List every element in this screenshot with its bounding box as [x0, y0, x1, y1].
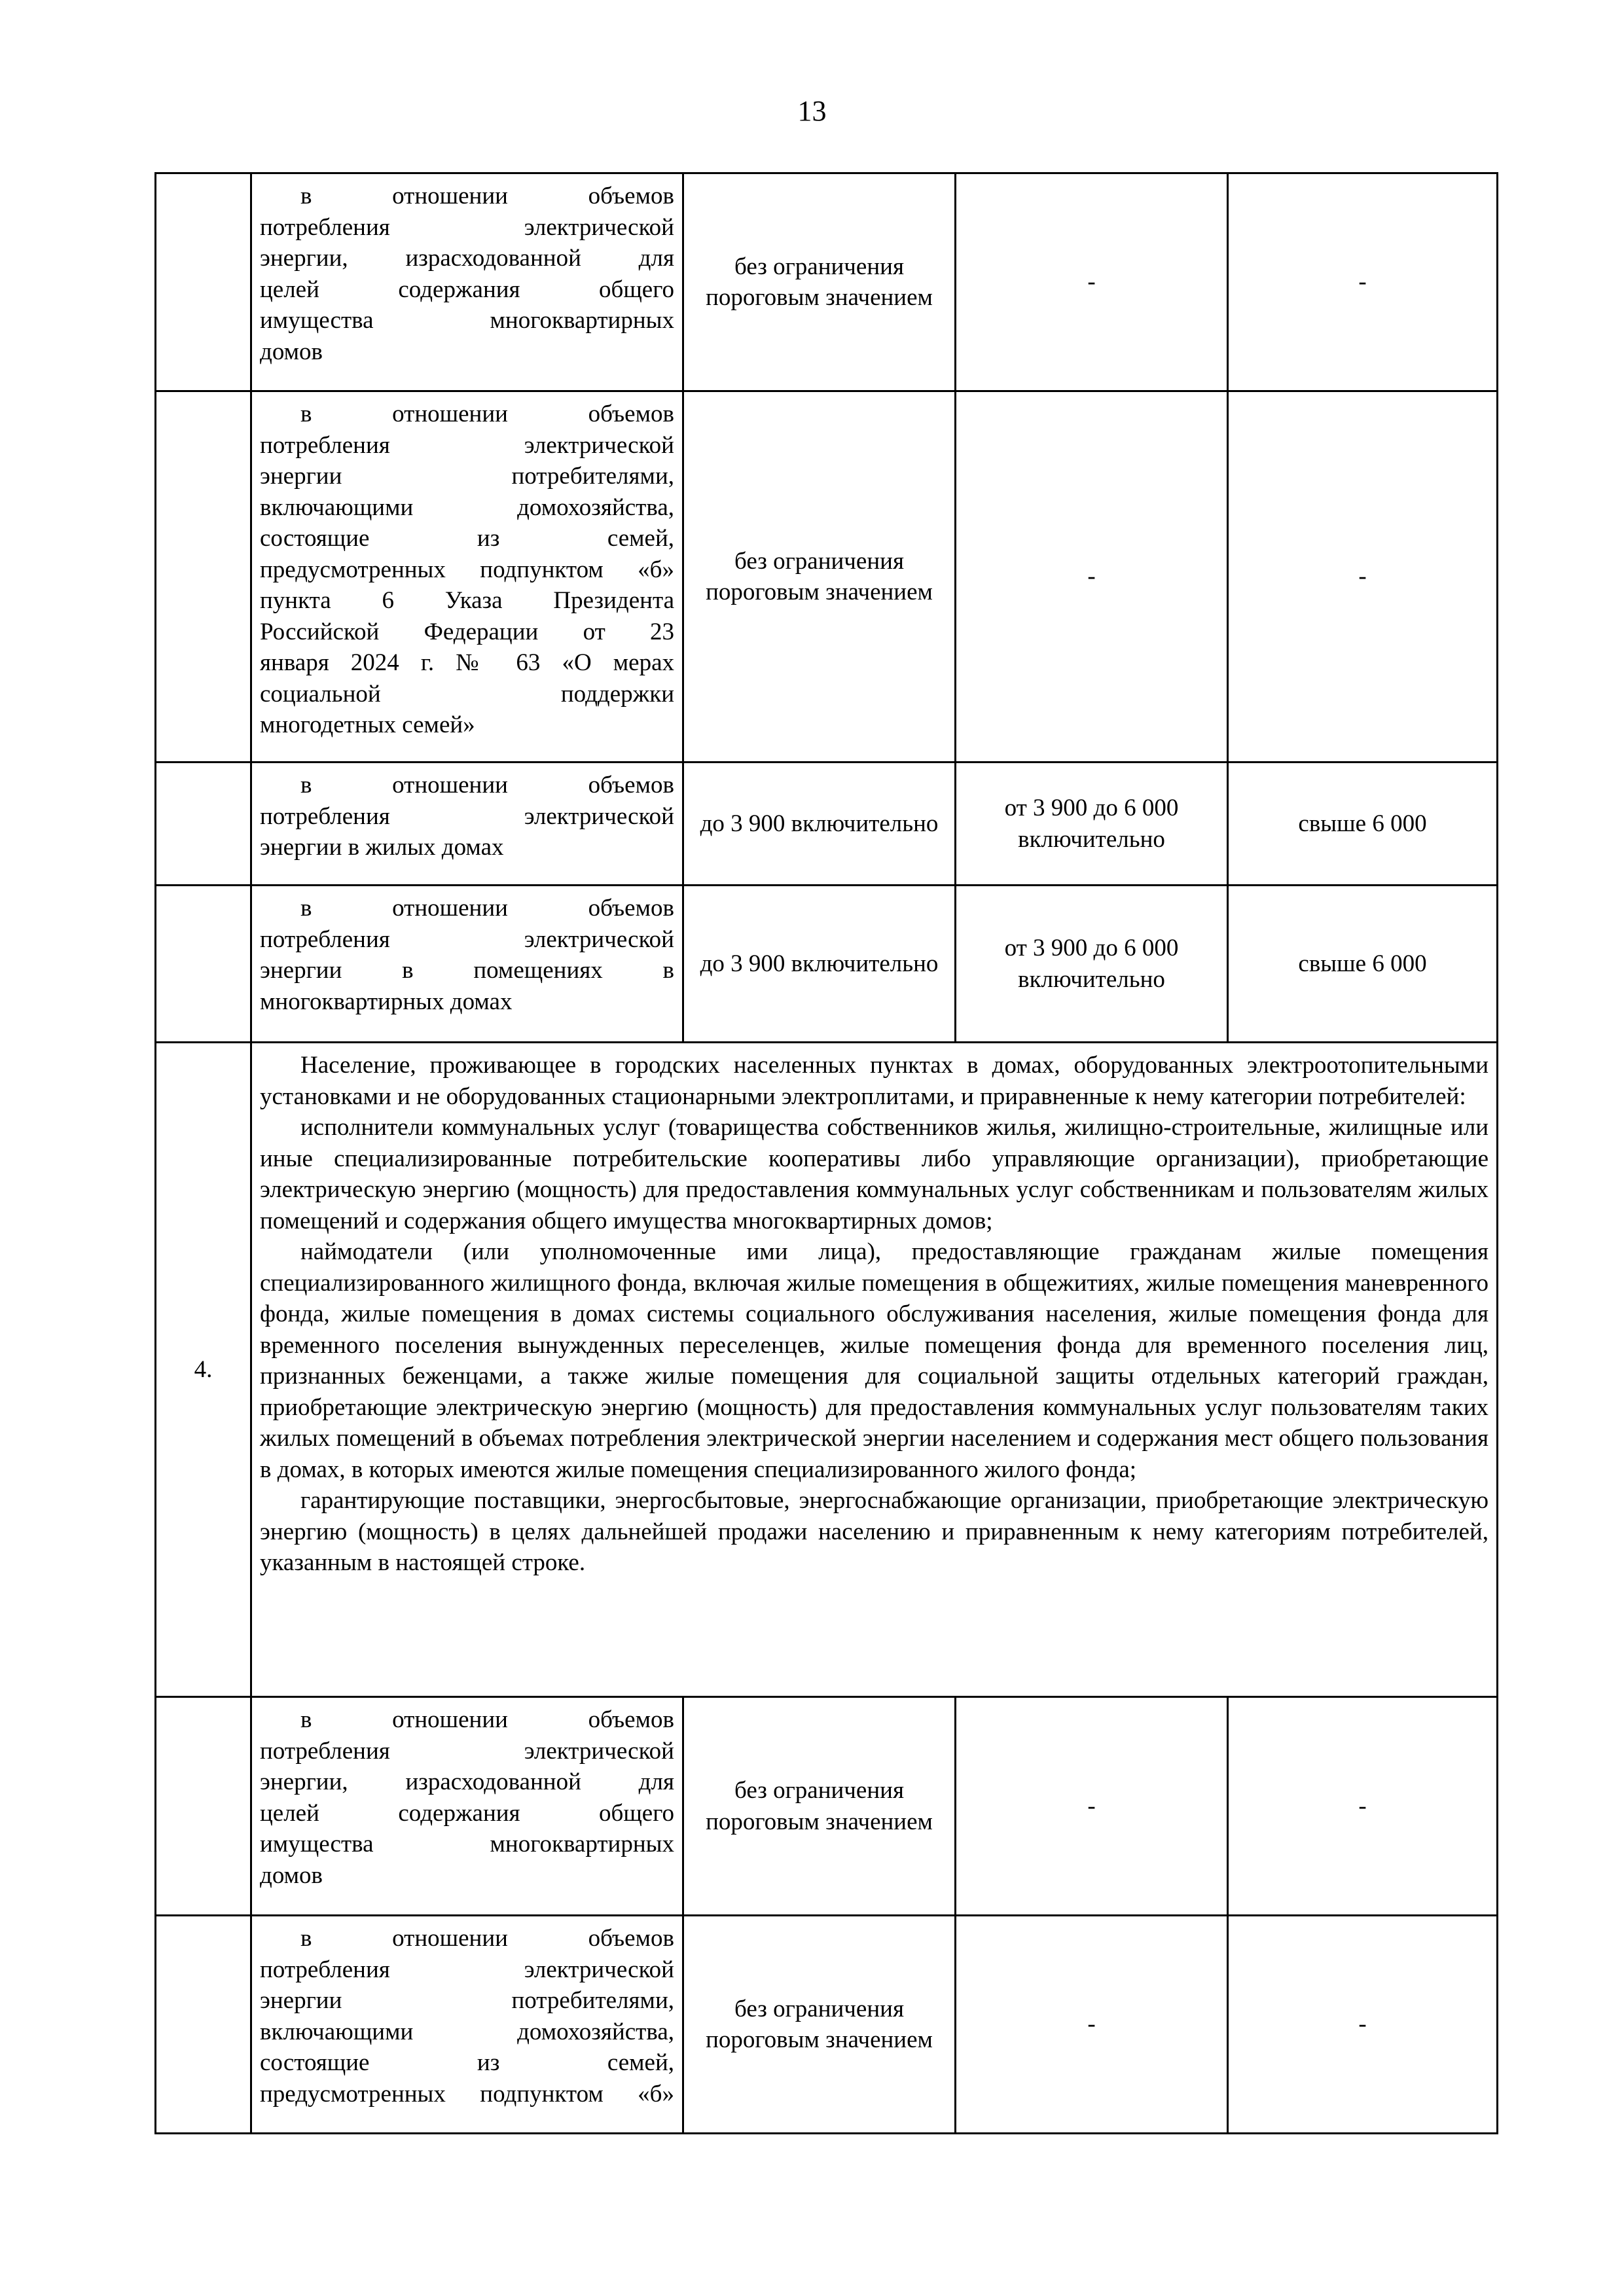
- category-paragraph: гарантирующие поставщики, энергосбытовые, энергоснабжающие организации, приобретающие электрическую энергию (мощность) в целях дальнейшей продажи населению и приравненным к нему категориям потребителей, указанным в настоящей строке.: [260, 1487, 1489, 1576]
- range-cell-2: -: [956, 173, 1228, 391]
- description-line: многодетных семей»: [260, 711, 475, 738]
- description-line: энергии потребителями,: [260, 463, 674, 490]
- category-paragraph: Население, проживающее в городских населенных пунктах в домах, оборудованных электроотопительными установками и не оборудованных стационарными электроплитами, и приравненные к нему категории потребителей:: [260, 1052, 1489, 1110]
- range-cell-3: -: [1228, 1916, 1498, 2134]
- range-cell-2: -: [956, 1916, 1228, 2134]
- description-line: в отношении объемов: [300, 401, 674, 427]
- description-line: энергии в помещениях в: [260, 957, 674, 984]
- description-line: включающими домохозяйства,: [260, 493, 674, 521]
- description-line: января 2024 г. № 63 «О мерах: [260, 649, 674, 676]
- description-cell: [251, 173, 683, 391]
- table-row: [156, 1916, 1498, 2134]
- range-cell-1: без ограничения пороговым значением: [683, 173, 956, 391]
- description-line: пункта 6 Указа Президента: [260, 587, 674, 614]
- category-paragraph: исполнители коммунальных услуг (товарищества собственников жилья, жилищно-строительные, жилищные или иные специализированные потребительские кооперативы либо управляющие организации), приобретающие электрическую энергию (мощность) для предоставления коммунальных услуг собственникам и пользователям жилых помещений и содержания общего имущества многоквартирных домов;: [260, 1114, 1489, 1234]
- range-cell-3: свыше 6 000: [1228, 886, 1498, 1043]
- description-line: в отношении объемов: [300, 183, 674, 209]
- description-cell: [251, 886, 683, 1043]
- description-line: включающими домохозяйства,: [260, 2018, 674, 2045]
- row-number-cell: 4.: [156, 1043, 251, 1697]
- description-line: в отношении объемов: [300, 1925, 674, 1952]
- range-cell-1: до 3 900 включительно: [683, 886, 956, 1043]
- description-line: энергии потребителями,: [260, 1987, 674, 2014]
- description-line: Российской Федерации от 23: [260, 618, 674, 645]
- description-line: потребления электрической: [260, 431, 674, 459]
- description-line: в отношении объемов: [300, 895, 674, 922]
- description-line: потребления электрической: [260, 213, 674, 241]
- description-cell: [251, 1697, 683, 1916]
- row-number-cell: [156, 173, 251, 391]
- row-number-cell: [156, 886, 251, 1043]
- table-row: [156, 1043, 1498, 1697]
- range-cell-3: свыше 6 000: [1228, 762, 1498, 886]
- description-line: состоящие из семей,: [260, 525, 674, 552]
- description-line: многоквартирных домах: [260, 988, 513, 1015]
- range-cell-3: -: [1228, 1697, 1498, 1916]
- range-cell-3: -: [1228, 173, 1498, 391]
- description-cell: [251, 762, 683, 886]
- table-row: [156, 391, 1498, 762]
- description-line: целей содержания общего: [260, 276, 674, 303]
- description-line: потребления электрической: [260, 925, 674, 953]
- description-line: энергии, израсходованной для: [260, 245, 674, 272]
- description-line: целей содержания общего: [260, 1799, 674, 1827]
- description-line: потребления электрической: [260, 1737, 674, 1765]
- table-row: [156, 886, 1498, 1043]
- range-cell-2: от 3 900 до 6 000 включительно: [956, 762, 1228, 886]
- description-line: имущества многоквартирных: [260, 307, 674, 334]
- description-line: потребления электрической: [260, 802, 674, 830]
- description-line: домов: [260, 1861, 323, 1889]
- description-line: состоящие из семей,: [260, 2049, 674, 2076]
- table-row: [156, 173, 1498, 391]
- row-number-cell: [156, 1916, 251, 2134]
- category-description-cell: [251, 1043, 1498, 1697]
- description-cell: [251, 391, 683, 762]
- description-line: в отношении объемов: [300, 1706, 674, 1733]
- description-cell: [251, 1916, 683, 2134]
- row-number-cell: [156, 391, 251, 762]
- row-number-cell: [156, 762, 251, 886]
- table-row: [156, 1697, 1498, 1916]
- tariff-table: [154, 172, 1498, 2134]
- description-line: предусмотренных подпунктом «б»: [260, 2080, 674, 2108]
- range-cell-1: без ограничения пороговым значением: [683, 1916, 956, 2134]
- description-line: энергии в жилых домах: [260, 834, 504, 861]
- description-line: в отношении объемов: [300, 772, 674, 798]
- range-cell-1: без ограничения пороговым значением: [683, 391, 956, 762]
- range-cell-1: до 3 900 включительно: [683, 762, 956, 886]
- description-line: предусмотренных подпунктом «б»: [260, 556, 674, 583]
- page-number: 13: [797, 95, 827, 127]
- description-line: энергии, израсходованной для: [260, 1768, 674, 1795]
- range-cell-1: без ограничения пороговым значением: [683, 1697, 956, 1916]
- description-line: имущества многоквартирных: [260, 1831, 674, 1857]
- description-line: домов: [260, 338, 323, 365]
- table-row: [156, 762, 1498, 886]
- range-cell-2: от 3 900 до 6 000 включительно: [956, 886, 1228, 1043]
- description-line: потребления электрической: [260, 1956, 674, 1983]
- row-number-cell: [156, 1697, 251, 1916]
- range-cell-2: -: [956, 1697, 1228, 1916]
- range-cell-3: -: [1228, 391, 1498, 762]
- range-cell-2: -: [956, 391, 1228, 762]
- description-line: социальной поддержки: [260, 680, 674, 708]
- category-paragraph: наймодатели (или уполномоченные ими лица), предоставляющие гражданам жилые помещения специализированного жилищного фонда, включая жилые помещения в общежитиях, жилые помещения маневренного фонда, жилые помещения в домах системы социального обслуживания населения, жилые помещения фонда для временного поселения вынужденных переселенцев, жилые помещения фонда для временного поселения лиц, признанных беженцами, а также жилые помещения для социальной защиты отдельных категорий граждан, приобретающие электрическую энергию (мощность) для предоставления коммунальных услуг пользователям таких жилых помещений в объемах потребления электрической энергии населением и содержания мест общего пользования в домах, в которых имеются жилые помещения специализированного жилого фонда;: [260, 1238, 1489, 1483]
